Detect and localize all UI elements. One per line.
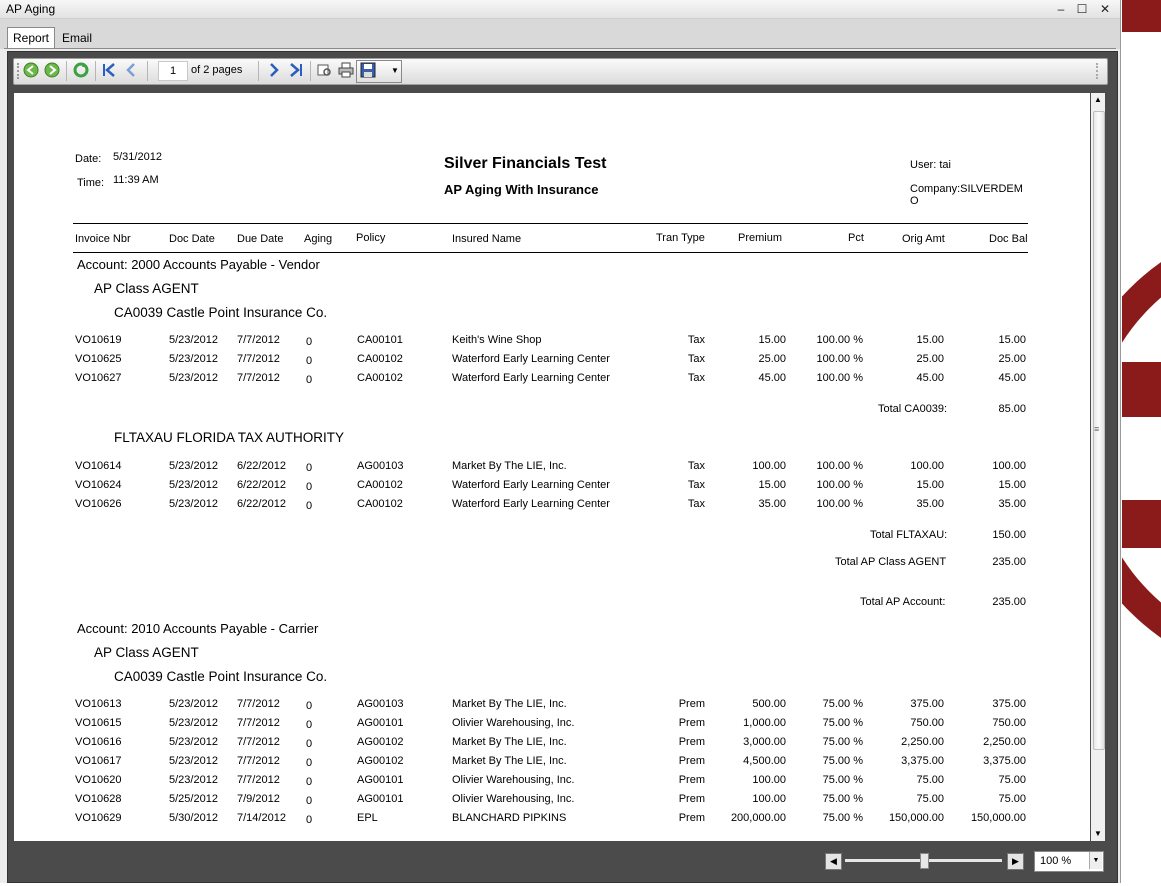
cell-pct: 75.00 % (822, 755, 863, 767)
cell-invoice-nbr: VO10629 (75, 812, 122, 824)
cell-aging: 0 (306, 776, 313, 788)
cell-premium: 35.00 (758, 498, 786, 510)
cell-policy: AG00103 (357, 460, 404, 472)
col-insured-name: Insured Name (452, 233, 522, 245)
cell-pct: 75.00 % (822, 698, 863, 710)
cell-invoice-nbr: VO10620 (75, 774, 122, 786)
report-page (14, 93, 1090, 841)
account-heading: Account: 2000 Accounts Payable - Vendor (77, 257, 320, 272)
account-heading: Account: 2010 Accounts Payable - Carrier (77, 621, 319, 636)
cell-orig-amt: 75.00 (916, 793, 944, 805)
toolbar-separator (66, 61, 67, 81)
cell-tran-type: Tax (687, 460, 705, 472)
cell-premium: 500.00 (752, 698, 786, 710)
scroll-down-icon[interactable]: ▼ (1094, 829, 1102, 838)
refresh-icon[interactable] (72, 62, 90, 80)
class-total-value: 235.00 (992, 556, 1026, 568)
cell-doc-date: 5/23/2012 (169, 774, 218, 786)
cell-orig-amt: 15.00 (916, 334, 944, 346)
cell-tran-type: Tax (687, 372, 705, 384)
cell-doc-date: 5/23/2012 (169, 460, 218, 472)
cell-premium: 4,500.00 (743, 755, 786, 767)
cell-tran-type: Prem (678, 736, 705, 748)
cell-premium: 45.00 (758, 372, 786, 384)
cell-pct: 75.00 % (822, 793, 863, 805)
cell-orig-amt: 35.00 (916, 498, 944, 510)
cell-due-date: 7/7/2012 (237, 717, 280, 729)
cell-insured-name: Waterford Early Learning Center (452, 372, 610, 384)
cell-orig-amt: 100.00 (910, 460, 944, 472)
toolbar-overflow-grip (1096, 63, 1106, 79)
thumb-grip-icon: ≡ (1094, 424, 1100, 434)
toolbar-grip (17, 63, 21, 79)
cell-tran-type: Prem (678, 793, 705, 805)
cell-doc-date: 5/23/2012 (169, 353, 218, 365)
cell-invoice-nbr: VO10627 (75, 372, 122, 384)
cell-pct: 100.00 % (816, 460, 863, 472)
cell-invoice-nbr: VO10628 (75, 793, 122, 805)
account-total-label: Total AP Account: (860, 596, 946, 608)
subtotal-value: 150.00 (992, 529, 1026, 541)
cell-premium: 15.00 (758, 334, 786, 346)
maximize-button[interactable]: ☐ (1076, 2, 1088, 16)
cell-tran-type: Prem (678, 717, 705, 729)
cell-insured-name: Market By The LIE, Inc. (452, 460, 567, 472)
cell-aging: 0 (306, 481, 313, 493)
cell-doc-bal: 3,375.00 (983, 755, 1026, 767)
subtotal-value: 85.00 (998, 403, 1026, 415)
cell-policy: AG00101 (357, 793, 404, 805)
cell-invoice-nbr: VO10613 (75, 698, 122, 710)
cell-invoice-nbr: VO10614 (75, 460, 122, 472)
cell-due-date: 6/22/2012 (237, 460, 286, 472)
cell-due-date: 7/7/2012 (237, 372, 280, 384)
cell-aging: 0 (306, 814, 313, 826)
cell-pct: 75.00 % (822, 736, 863, 748)
cell-tran-type: Tax (687, 498, 705, 510)
cell-doc-date: 5/30/2012 (169, 812, 218, 824)
cell-orig-amt: 375.00 (910, 698, 944, 710)
cell-due-date: 7/7/2012 (237, 755, 280, 767)
cell-doc-date: 5/23/2012 (169, 372, 218, 384)
zoom-in-button[interactable]: ▶ (1007, 853, 1024, 870)
cell-policy: AG00102 (357, 736, 404, 748)
cell-aging: 0 (306, 719, 313, 731)
cell-tran-type: Prem (678, 755, 705, 767)
cell-orig-amt: 2,250.00 (901, 736, 944, 748)
vendor-heading: FLTAXAU FLORIDA TAX AUTHORITY (114, 430, 345, 445)
minimize-button[interactable]: – (1057, 2, 1065, 16)
ap-class-heading: AP Class AGENT (94, 645, 199, 660)
page-count-label: of 2 pages (191, 64, 243, 76)
cell-invoice-nbr: VO10625 (75, 353, 122, 365)
report-user: User: tai (910, 159, 951, 171)
toolbar-separator (310, 61, 311, 81)
cell-invoice-nbr: VO10624 (75, 479, 122, 491)
cell-policy: AG00103 (357, 698, 404, 710)
cell-premium: 15.00 (758, 479, 786, 491)
print-preview-icon[interactable] (315, 62, 333, 80)
cell-insured-name: Olivier Warehousing, Inc. (452, 793, 575, 805)
cell-orig-amt: 150,000.00 (888, 812, 944, 824)
cell-doc-bal: 750.00 (992, 717, 1026, 729)
cell-insured-name: Waterford Early Learning Center (452, 479, 610, 491)
cell-aging: 0 (306, 738, 313, 750)
cell-insured-name: Market By The LIE, Inc. (452, 736, 567, 748)
cell-premium: 200,000.00 (730, 812, 786, 824)
title-bar (0, 0, 1120, 19)
cell-doc-date: 5/23/2012 (169, 334, 218, 346)
cell-tran-type: Tax (687, 353, 705, 365)
cell-aging: 0 (306, 355, 313, 367)
cell-doc-date: 5/23/2012 (169, 698, 218, 710)
toolbar-separator (95, 61, 96, 81)
vendor-heading: CA0039 Castle Point Insurance Co. (114, 669, 328, 684)
cell-pct: 100.00 % (816, 334, 863, 346)
cell-tran-type: Prem (678, 698, 705, 710)
vendor-heading: CA0039 Castle Point Insurance Co. (114, 305, 328, 320)
cell-insured-name: Olivier Warehousing, Inc. (452, 774, 575, 786)
cell-due-date: 7/7/2012 (237, 698, 280, 710)
subtotal-label: Total FLTAXAU: (870, 529, 948, 541)
cell-insured-name: Market By The LIE, Inc. (452, 755, 567, 767)
cell-insured-name: Waterford Early Learning Center (452, 353, 610, 365)
cell-pct: 100.00 % (816, 353, 863, 365)
cell-invoice-nbr: VO10617 (75, 755, 122, 767)
toolbar-separator (147, 61, 148, 81)
col-doc-date: Doc Date (169, 233, 215, 245)
cell-aging: 0 (306, 500, 313, 512)
class-total-label: Total AP Class AGENT (835, 556, 947, 568)
col-orig-amt: Orig Amt (902, 233, 945, 245)
back-icon[interactable] (22, 62, 40, 80)
window-title: AP Aging (6, 2, 56, 16)
cell-pct: 100.00 % (816, 479, 863, 491)
header-bottom-rule (73, 252, 1028, 253)
tab-divider (4, 48, 1116, 49)
report-time: 11:39 AM (113, 174, 159, 186)
report-date: 5/31/2012 (113, 151, 162, 163)
cell-doc-bal: 2,250.00 (983, 736, 1026, 748)
report-subtitle: AP Aging With Insurance (444, 182, 599, 197)
ap-class-heading: AP Class AGENT (94, 281, 199, 296)
col-pct: Pct (848, 232, 864, 244)
col-due-date: Due Date (237, 233, 284, 245)
cell-tran-type: Prem (678, 812, 705, 824)
cell-policy: AG00102 (357, 755, 404, 767)
cell-due-date: 7/9/2012 (237, 793, 280, 805)
zoom-out-button[interactable]: ◀ (825, 853, 842, 870)
cell-doc-bal: 15.00 (998, 334, 1026, 346)
cell-insured-name: BLANCHARD PIPKINS (452, 812, 567, 824)
cell-due-date: 7/14/2012 (237, 812, 286, 824)
col-invoice-nbr: Invoice Nbr (75, 233, 131, 245)
cell-invoice-nbr: VO10619 (75, 334, 122, 346)
cell-policy: EPL (357, 812, 378, 824)
print-icon[interactable] (337, 62, 355, 80)
cell-policy: CA00102 (357, 353, 403, 365)
col-premium: Premium (738, 232, 783, 244)
zoom-value: 100 % (1040, 855, 1072, 867)
cell-doc-date: 5/23/2012 (169, 717, 218, 729)
cell-doc-bal: 75.00 (998, 774, 1026, 786)
cell-doc-date: 5/23/2012 (169, 755, 218, 767)
cell-due-date: 6/22/2012 (237, 498, 286, 510)
cell-doc-bal: 35.00 (998, 498, 1026, 510)
tab-report[interactable]: Report (7, 27, 55, 48)
zoom-slider-thumb[interactable] (920, 853, 929, 869)
cell-doc-date: 5/23/2012 (169, 498, 218, 510)
cell-orig-amt: 750.00 (910, 717, 944, 729)
subtotal-label: Total CA0039: (878, 403, 948, 415)
cell-policy: AG00101 (357, 774, 404, 786)
cell-aging: 0 (306, 757, 313, 769)
cell-tran-type: Tax (687, 479, 705, 491)
cell-premium: 100.00 (752, 774, 786, 786)
close-button[interactable]: ✕ (1099, 2, 1111, 16)
cell-doc-date: 5/25/2012 (169, 793, 218, 805)
cell-policy: AG00101 (357, 717, 404, 729)
account-total-value: 235.00 (992, 596, 1026, 608)
cell-pct: 75.00 % (822, 774, 863, 786)
chevron-down-icon[interactable]: ▼ (391, 66, 399, 75)
cell-doc-bal: 45.00 (998, 372, 1026, 384)
date-label: Date: (75, 153, 102, 165)
cell-doc-bal: 375.00 (992, 698, 1026, 710)
cell-orig-amt: 25.00 (916, 353, 944, 365)
report-title: Silver Financials Test (444, 155, 607, 172)
cell-due-date: 7/7/2012 (237, 736, 280, 748)
cell-aging: 0 (306, 336, 313, 348)
cell-due-date: 6/22/2012 (237, 479, 286, 491)
cell-pct: 75.00 % (822, 812, 863, 824)
cell-orig-amt: 45.00 (916, 372, 944, 384)
report-company: Company:SILVERDEM (910, 183, 1023, 195)
cell-insured-name: Keith's Wine Shop (452, 334, 542, 346)
cell-doc-bal: 100.00 (992, 460, 1026, 472)
cell-doc-bal: 150,000.00 (970, 812, 1026, 824)
cell-insured-name: Olivier Warehousing, Inc. (452, 717, 575, 729)
save-icon[interactable] (359, 62, 377, 80)
cell-pct: 75.00 % (822, 717, 863, 729)
last-page-icon[interactable] (287, 62, 305, 80)
cell-invoice-nbr: VO10626 (75, 498, 122, 510)
cell-premium: 1,000.00 (743, 717, 786, 729)
cell-due-date: 7/7/2012 (237, 774, 280, 786)
cell-doc-bal: 15.00 (998, 479, 1026, 491)
toolbar-separator (258, 61, 259, 81)
background-logo (1122, 0, 1161, 883)
cell-pct: 100.00 % (816, 498, 863, 510)
cell-orig-amt: 3,375.00 (901, 755, 944, 767)
tab-bar (0, 19, 1120, 49)
cell-policy: CA00102 (357, 372, 403, 384)
cell-aging: 0 (306, 795, 313, 807)
cell-premium: 3,000.00 (743, 736, 786, 748)
cell-policy: CA00102 (357, 479, 403, 491)
col-doc-bal: Doc Bal (989, 233, 1028, 245)
previous-page-icon[interactable] (122, 62, 140, 80)
first-page-icon[interactable] (100, 62, 118, 80)
cell-invoice-nbr: VO10615 (75, 717, 122, 729)
cell-aging: 0 (306, 374, 313, 386)
cell-orig-amt: 15.00 (916, 479, 944, 491)
cell-orig-amt: 75.00 (916, 774, 944, 786)
cell-doc-date: 5/23/2012 (169, 479, 218, 491)
time-label: Time: (77, 177, 105, 189)
cell-premium: 25.00 (758, 353, 786, 365)
page-number-input[interactable] (158, 61, 188, 81)
cell-tran-type: Prem (678, 774, 705, 786)
cell-due-date: 7/7/2012 (237, 353, 280, 365)
next-page-icon[interactable] (265, 62, 283, 80)
header-top-rule (73, 223, 1028, 224)
cell-doc-date: 5/23/2012 (169, 736, 218, 748)
cell-policy: CA00102 (357, 498, 403, 510)
cell-due-date: 7/7/2012 (237, 334, 280, 346)
report-company-wrap: O (910, 195, 919, 207)
forward-icon[interactable] (43, 62, 61, 80)
col-policy: Policy (356, 232, 386, 244)
tab-email[interactable]: Email (62, 31, 93, 45)
cell-doc-bal: 25.00 (998, 353, 1026, 365)
scroll-up-icon[interactable]: ▲ (1094, 95, 1102, 104)
chevron-down-icon[interactable]: ▼ (1089, 852, 1102, 869)
col-tran-type: Tran Type (656, 232, 705, 244)
cell-invoice-nbr: VO10616 (75, 736, 122, 748)
cell-aging: 0 (306, 462, 313, 474)
cell-policy: CA00101 (357, 334, 403, 346)
cell-aging: 0 (306, 700, 313, 712)
cell-premium: 100.00 (752, 793, 786, 805)
col-aging: Aging (304, 233, 333, 245)
cell-insured-name: Market By The LIE, Inc. (452, 698, 567, 710)
cell-doc-bal: 75.00 (998, 793, 1026, 805)
cell-insured-name: Waterford Early Learning Center (452, 498, 610, 510)
cell-tran-type: Tax (687, 334, 705, 346)
cell-premium: 100.00 (752, 460, 786, 472)
cell-pct: 100.00 % (816, 372, 863, 384)
